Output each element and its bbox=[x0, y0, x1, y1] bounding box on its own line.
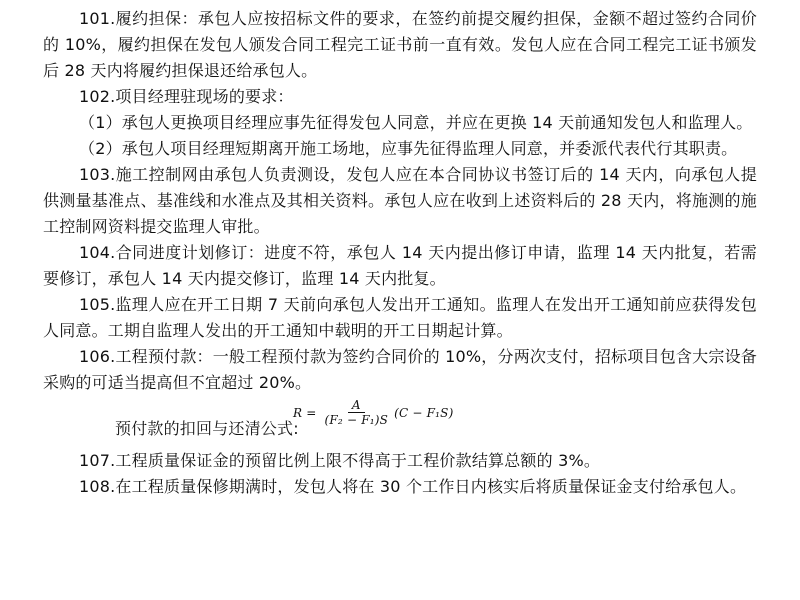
clause-106: 106.工程预付款：一般工程预付款为签约合同价的 10%，分两次支付，招标项目包含大宗设备采购的可适当提高但不宜超过 20%。 bbox=[43, 347, 757, 392]
clause-101: 101.履约担保：承包人应按招标文件的要求，在签约前提交履约担保，金额不超过签约合同价的 10%，履约担保在发包人颁发合同工程完工证书前一直有效。发包人应在合同工程完工证书颁发后 28 天内将履约担保退还给承包人。 bbox=[43, 9, 757, 80]
clause-102-item-2: （2）承包人项目经理短期离开施工场地，应事先征得监理人同意，并委派代表代行其职责。 bbox=[79, 139, 738, 158]
formula-fraction bbox=[323, 398, 391, 427]
formula-rhs: (C − F₁S) bbox=[394, 405, 454, 420]
advance-payment-formula bbox=[293, 398, 453, 427]
clause-102-item-1: （1）承包人更换项目经理应事先征得发包人同意，并应在更换 14 天前通知发包人和监理人。 bbox=[79, 113, 753, 132]
advance-payment-formula-line bbox=[43, 396, 757, 448]
clause-103: 103.施工控制网由承包人负责测设，发包人应在本合同协议书签订后的 14 天内，向承包人提供测量基准点、基准线和水准点及其相关资料。承包人应在收到上述资料后的 28 天内，将施测的施工控制网资料提交监理人审批。 bbox=[43, 165, 757, 236]
clause-102-heading: 102.项目经理驻现场的要求： bbox=[79, 87, 294, 106]
clause-107: 107.工程质量保证金的预留比例上限不得高于工程价款结算总额的 3%。 bbox=[79, 451, 601, 470]
formula-label: 预付款的扣回与还清公式: bbox=[115, 419, 299, 438]
formula-denominator: (F₂ − F₁)S bbox=[324, 413, 389, 427]
clause-105: 105.监理人应在开工日期 7 天前向承包人发出开工通知。监理人在发出开工通知前应获得发包人同意。工期自监理人发出的开工通知中载明的开工日期起计算。 bbox=[43, 295, 757, 340]
clause-104: 104.合同进度计划修订：进度不符，承包人 14 天内提出修订申请，监理 14 天内批复，若需要修订，承包人 14 天内提交修订，监理 14 天内批复。 bbox=[43, 243, 757, 288]
document-body bbox=[43, 6, 757, 500]
formula-lhs: R = bbox=[293, 405, 317, 420]
formula-numerator: A bbox=[348, 398, 365, 413]
clause-108: 108.在工程质量保修期满时，发包人将在 30 个工作日内核实后将质量保证金支付给承包人。 bbox=[79, 477, 747, 496]
